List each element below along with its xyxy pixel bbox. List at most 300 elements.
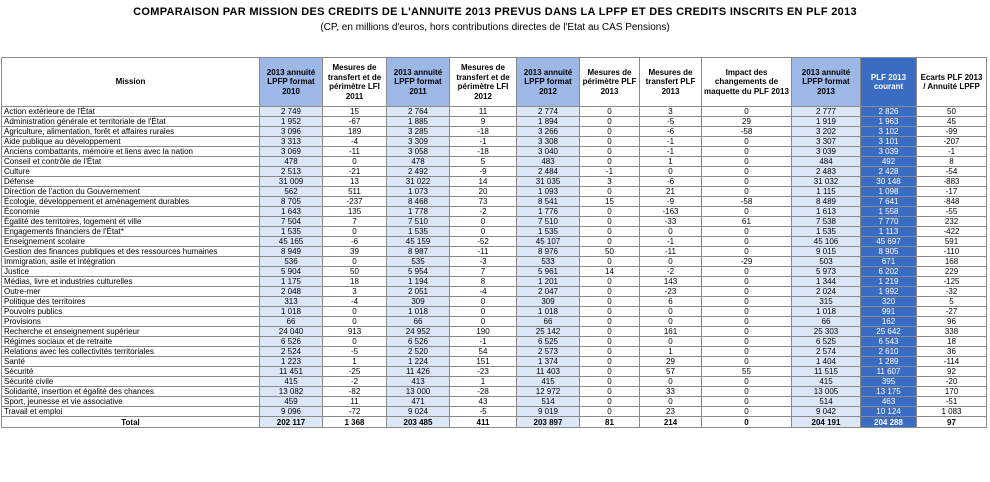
value-cell: 0 <box>702 227 792 237</box>
value-cell: 320 <box>861 297 917 307</box>
mission-cell: Travail et emploi <box>2 407 260 417</box>
value-cell: 0 <box>580 327 640 337</box>
value-cell: -125 <box>917 277 987 287</box>
table-row <box>2 117 987 127</box>
value-cell: -29 <box>702 257 792 267</box>
value-cell: 20 <box>450 187 517 197</box>
value-cell: 0 <box>580 207 640 217</box>
value-cell: 13 <box>323 177 387 187</box>
value-cell: 1 535 <box>260 227 323 237</box>
value-cell: 45 697 <box>861 237 917 247</box>
table-row <box>2 387 987 397</box>
value-cell: -207 <box>917 137 987 147</box>
value-cell: 45 165 <box>260 237 323 247</box>
value-cell: 3 039 <box>792 147 861 157</box>
value-cell: -18 <box>450 147 517 157</box>
value-cell: 1 083 <box>917 407 987 417</box>
value-cell: 11 403 <box>517 367 580 377</box>
value-cell: 3 101 <box>861 137 917 147</box>
value-cell: -4 <box>323 137 387 147</box>
mission-cell: Égalité des territoires, logement et ville <box>2 217 260 227</box>
value-cell: 143 <box>640 277 702 287</box>
mission-cell: Recherche et enseignement supérieur <box>2 327 260 337</box>
value-cell: 12 972 <box>517 387 580 397</box>
value-cell: -99 <box>917 127 987 137</box>
value-cell: 7 510 <box>387 217 450 227</box>
value-cell: 1 992 <box>861 287 917 297</box>
value-cell: 50 <box>917 107 987 117</box>
column-header: 2013 annuité LPFP format 2011 <box>387 58 450 107</box>
mission-cell: Aide publique au développement <box>2 137 260 147</box>
value-cell: 151 <box>450 357 517 367</box>
table-row <box>2 357 987 367</box>
value-cell: 2 777 <box>792 107 861 117</box>
value-cell: 1 219 <box>861 277 917 287</box>
value-cell: 0 <box>580 227 640 237</box>
value-cell: 1 643 <box>260 207 323 217</box>
table-row <box>2 247 987 257</box>
value-cell: -848 <box>917 197 987 207</box>
value-cell: -52 <box>450 237 517 247</box>
value-cell: 471 <box>387 397 450 407</box>
value-cell: 3 <box>323 287 387 297</box>
value-cell: 5 904 <box>260 267 323 277</box>
value-cell: 57 <box>640 367 702 377</box>
value-cell: -32 <box>917 287 987 297</box>
value-cell: -6 <box>323 237 387 247</box>
value-cell: 2 520 <box>387 347 450 357</box>
value-cell: -27 <box>917 307 987 317</box>
value-cell: 0 <box>580 277 640 287</box>
table-title: COMPARAISON PAR MISSION DES CREDITS DE L'ANNUITE 2013 PREVUS DANS LA LPFP ET DES CREDITS INSCRITS EN PLF 2013 <box>133 6 857 18</box>
value-cell: 3 307 <box>792 137 861 147</box>
value-cell: 6 525 <box>517 337 580 347</box>
table-row <box>2 147 987 157</box>
value-cell: 3 096 <box>260 127 323 137</box>
value-cell: -20 <box>917 377 987 387</box>
value-cell: 315 <box>792 297 861 307</box>
value-cell: 0 <box>450 217 517 227</box>
table-row <box>2 197 987 207</box>
mission-cell: Action extérieure de l'État <box>2 107 260 117</box>
value-cell: -23 <box>450 367 517 377</box>
table-row <box>2 277 987 287</box>
value-cell: 25 142 <box>517 327 580 337</box>
value-cell: -5 <box>323 347 387 357</box>
table-row <box>2 307 987 317</box>
value-cell: 7 510 <box>517 217 580 227</box>
value-cell: 0 <box>580 147 640 157</box>
value-cell: 8 <box>917 157 987 167</box>
value-cell: 18 <box>917 337 987 347</box>
column-header: Mesures de périmètre PLF 2013 <box>580 58 640 107</box>
value-cell: 45 159 <box>387 237 450 247</box>
value-cell: 991 <box>861 307 917 317</box>
value-cell: 6 543 <box>861 337 917 347</box>
value-cell: 0 <box>702 157 792 167</box>
value-cell: 13 000 <box>387 387 450 397</box>
value-cell: 9 019 <box>517 407 580 417</box>
mission-cell: Solidarité, insertion et égalité des chances <box>2 387 260 397</box>
value-cell: 0 <box>640 257 702 267</box>
value-cell: 2 048 <box>260 287 323 297</box>
value-cell: 24 040 <box>260 327 323 337</box>
value-cell: 0 <box>640 377 702 387</box>
table-subtitle: (CP, en millions d'euros, hors contributions directes de l'Etat au CAS Pensions) <box>320 22 670 33</box>
table-row <box>2 267 987 277</box>
value-cell: 6 526 <box>387 337 450 347</box>
value-cell: 2 610 <box>861 347 917 357</box>
value-cell: 591 <box>917 237 987 247</box>
value-cell: 0 <box>702 147 792 157</box>
value-cell: 3 040 <box>517 147 580 157</box>
value-cell: 7 504 <box>260 217 323 227</box>
value-cell: 162 <box>861 317 917 327</box>
value-cell: 13 005 <box>792 387 861 397</box>
value-cell: 309 <box>387 297 450 307</box>
table-row <box>2 237 987 247</box>
value-cell: 8 976 <box>517 247 580 257</box>
value-cell: 0 <box>702 167 792 177</box>
value-cell: 0 <box>702 297 792 307</box>
value-cell: 535 <box>387 257 450 267</box>
value-cell: 0 <box>323 307 387 317</box>
value-cell: 170 <box>917 387 987 397</box>
value-cell: -72 <box>323 407 387 417</box>
value-cell: -17 <box>917 187 987 197</box>
value-cell: -883 <box>917 177 987 187</box>
value-cell: 2 047 <box>517 287 580 297</box>
value-cell: 7 641 <box>861 197 917 207</box>
value-cell: 1 018 <box>387 307 450 317</box>
value-cell: 204 191 <box>792 417 861 428</box>
value-cell: -5 <box>450 407 517 417</box>
total-row <box>2 417 987 428</box>
mission-cell: Défense <box>2 177 260 187</box>
value-cell: 1 098 <box>861 187 917 197</box>
value-cell: 1 <box>323 357 387 367</box>
value-cell: 671 <box>861 257 917 267</box>
value-cell: -82 <box>323 387 387 397</box>
value-cell: 0 <box>580 137 640 147</box>
column-header: Mesures de transfert et de périmètre LFI 2011 <box>323 58 387 107</box>
value-cell: 1 115 <box>792 187 861 197</box>
value-cell: 1 093 <box>517 187 580 197</box>
value-cell: 1 374 <box>517 357 580 367</box>
value-cell: 1 558 <box>861 207 917 217</box>
value-cell: 478 <box>387 157 450 167</box>
value-cell: 9 042 <box>792 407 861 417</box>
mission-cell: Relations avec les collectivités territoriales <box>2 347 260 357</box>
value-cell: 3 308 <box>517 137 580 147</box>
value-cell: -9 <box>640 197 702 207</box>
value-cell: 3 202 <box>792 127 861 137</box>
value-cell: 0 <box>702 327 792 337</box>
value-cell: 2 764 <box>387 107 450 117</box>
value-cell: 29 <box>702 117 792 127</box>
table-row <box>2 187 987 197</box>
value-cell: 0 <box>580 387 640 397</box>
value-cell: 3 102 <box>861 127 917 137</box>
value-cell: 484 <box>792 157 861 167</box>
column-header: Mesures de transfert PLF 2013 <box>640 58 702 107</box>
value-cell: 9 015 <box>792 247 861 257</box>
value-cell: 313 <box>260 297 323 307</box>
value-cell: 8 949 <box>260 247 323 257</box>
value-cell: 1 224 <box>387 357 450 367</box>
value-cell: 8 489 <box>792 197 861 207</box>
value-cell: 0 <box>580 367 640 377</box>
value-cell: 483 <box>517 157 580 167</box>
value-cell: 43 <box>450 397 517 407</box>
value-cell: 1 018 <box>517 307 580 317</box>
table-row <box>2 327 987 337</box>
value-cell: 9 <box>450 117 517 127</box>
mission-cell: Provisions <box>2 317 260 327</box>
value-cell: -2 <box>640 267 702 277</box>
value-cell: -58 <box>702 127 792 137</box>
mission-cell: Pouvoirs publics <box>2 307 260 317</box>
mission-cell: Agriculture, alimentation, forêt et affaires rurales <box>2 127 260 137</box>
value-cell: 161 <box>640 327 702 337</box>
value-cell: -1 <box>917 147 987 157</box>
value-cell: 536 <box>260 257 323 267</box>
value-cell: 7 <box>450 267 517 277</box>
value-cell: 232 <box>917 217 987 227</box>
value-cell: 0 <box>580 217 640 227</box>
value-cell: 8 541 <box>517 197 580 207</box>
value-cell: 0 <box>702 347 792 357</box>
column-header: Mission <box>2 58 260 107</box>
mission-cell: Culture <box>2 167 260 177</box>
value-cell: 6 202 <box>861 267 917 277</box>
value-cell: -1 <box>450 337 517 347</box>
value-cell: 214 <box>640 417 702 428</box>
value-cell: -114 <box>917 357 987 367</box>
value-cell: 0 <box>323 337 387 347</box>
value-cell: 1 175 <box>260 277 323 287</box>
value-cell: -4 <box>450 287 517 297</box>
value-cell: 92 <box>917 367 987 377</box>
table-row <box>2 317 987 327</box>
value-cell: 10 124 <box>861 407 917 417</box>
value-cell: 66 <box>387 317 450 327</box>
value-cell: -25 <box>323 367 387 377</box>
value-cell: 0 <box>702 377 792 387</box>
value-cell: 14 <box>580 267 640 277</box>
table-row <box>2 137 987 147</box>
mission-cell: Politique des territoires <box>2 297 260 307</box>
table-row <box>2 227 987 237</box>
value-cell: 1 535 <box>387 227 450 237</box>
mission-cell: Sport, jeunesse et vie associative <box>2 397 260 407</box>
value-cell: 503 <box>792 257 861 267</box>
table-row <box>2 347 987 357</box>
value-cell: -55 <box>917 207 987 217</box>
value-cell: 0 <box>580 187 640 197</box>
column-header: 2013 annuité LPFP format 2013 <box>792 58 861 107</box>
value-cell: 0 <box>702 387 792 397</box>
value-cell: -110 <box>917 247 987 257</box>
value-cell: 0 <box>702 397 792 407</box>
value-cell: 1 885 <box>387 117 450 127</box>
value-cell: 533 <box>517 257 580 267</box>
value-cell: 23 <box>640 407 702 417</box>
value-cell: 11 <box>323 397 387 407</box>
mission-cell: Santé <box>2 357 260 367</box>
value-cell: 395 <box>861 377 917 387</box>
value-cell: 2 826 <box>861 107 917 117</box>
value-cell: 36 <box>917 347 987 357</box>
value-cell: 1 073 <box>387 187 450 197</box>
value-cell: 29 <box>640 357 702 367</box>
value-cell: 8 905 <box>861 247 917 257</box>
value-cell: 1 <box>640 157 702 167</box>
value-cell: 45 106 <box>792 237 861 247</box>
value-cell: 11 426 <box>387 367 450 377</box>
value-cell: 0 <box>580 357 640 367</box>
value-cell: 55 <box>702 367 792 377</box>
value-cell: -33 <box>640 217 702 227</box>
value-cell: 415 <box>260 377 323 387</box>
value-cell: 0 <box>702 307 792 317</box>
value-cell: 5 <box>450 157 517 167</box>
value-cell: 31 032 <box>792 177 861 187</box>
value-cell: 0 <box>580 107 640 117</box>
value-cell: -3 <box>450 257 517 267</box>
value-cell: 13 082 <box>260 387 323 397</box>
value-cell: 45 <box>917 117 987 127</box>
value-cell: 1 201 <box>517 277 580 287</box>
value-cell: 14 <box>450 177 517 187</box>
value-cell: 2 484 <box>517 167 580 177</box>
value-cell: 411 <box>450 417 517 428</box>
table-row <box>2 377 987 387</box>
value-cell: -11 <box>450 247 517 257</box>
value-cell: -11 <box>640 247 702 257</box>
mission-cell: Écologie, développement et aménagement durables <box>2 197 260 207</box>
value-cell: 3 309 <box>387 137 450 147</box>
value-cell: 2 428 <box>861 167 917 177</box>
column-header: 2013 annuité LPFP format 2010 <box>260 58 323 107</box>
value-cell: 2 574 <box>792 347 861 357</box>
value-cell: 0 <box>702 247 792 257</box>
value-cell: 1 223 <box>260 357 323 367</box>
mission-cell: Sécurité civile <box>2 377 260 387</box>
value-cell: -422 <box>917 227 987 237</box>
table-row <box>2 397 987 407</box>
mission-cell: Direction de l'action du Gouvernement <box>2 187 260 197</box>
header-row <box>2 58 987 107</box>
value-cell: -237 <box>323 197 387 207</box>
value-cell: 0 <box>323 157 387 167</box>
mission-cell: Outre-mer <box>2 287 260 297</box>
value-cell: 2 492 <box>387 167 450 177</box>
value-cell: -51 <box>917 397 987 407</box>
value-cell: 0 <box>580 117 640 127</box>
value-cell: 0 <box>702 207 792 217</box>
value-cell: 0 <box>580 337 640 347</box>
value-cell: 5 <box>917 297 987 307</box>
mission-cell: Administration générale et territoriale de l'État <box>2 117 260 127</box>
value-cell: 0 <box>450 227 517 237</box>
value-cell: 1 613 <box>792 207 861 217</box>
value-cell: 0 <box>702 137 792 147</box>
value-cell: -6 <box>640 127 702 137</box>
mission-cell: Enseignement scolaire <box>2 237 260 247</box>
value-cell: 96 <box>917 317 987 327</box>
value-cell: 0 <box>580 127 640 137</box>
value-cell: 135 <box>323 207 387 217</box>
value-cell: 913 <box>323 327 387 337</box>
value-cell: 1 535 <box>792 227 861 237</box>
value-cell: 0 <box>323 257 387 267</box>
table-row <box>2 257 987 267</box>
column-header: 2013 annuité LPFP format 2012 <box>517 58 580 107</box>
value-cell: 3 069 <box>260 147 323 157</box>
value-cell: -58 <box>702 197 792 207</box>
value-cell: 309 <box>517 297 580 307</box>
value-cell: -54 <box>917 167 987 177</box>
value-cell: -67 <box>323 117 387 127</box>
mission-cell: Gestion des finances publiques et des ressources humaines <box>2 247 260 257</box>
value-cell: 0 <box>580 307 640 317</box>
table-row <box>2 297 987 307</box>
value-cell: 459 <box>260 397 323 407</box>
value-cell: 0 <box>702 337 792 347</box>
value-cell: 5 961 <box>517 267 580 277</box>
column-header: Mesures de transfert et de périmètre LFI 2012 <box>450 58 517 107</box>
table-row <box>2 107 987 117</box>
value-cell: -11 <box>323 147 387 157</box>
value-cell: 66 <box>792 317 861 327</box>
value-cell: 66 <box>517 317 580 327</box>
value-cell: 66 <box>260 317 323 327</box>
value-cell: 3 <box>580 177 640 187</box>
value-cell: 1 018 <box>792 307 861 317</box>
value-cell: 8 468 <box>387 197 450 207</box>
value-cell: 7 770 <box>861 217 917 227</box>
mission-cell: Économie <box>2 207 260 217</box>
table-row <box>2 287 987 297</box>
table-row <box>2 407 987 417</box>
value-cell: 54 <box>450 347 517 357</box>
value-cell: -18 <box>450 127 517 137</box>
column-header: PLF 2013 courant <box>861 58 917 107</box>
table-row <box>2 337 987 347</box>
value-cell: 9 096 <box>260 407 323 417</box>
value-cell: 8 987 <box>387 247 450 257</box>
value-cell: 229 <box>917 267 987 277</box>
value-cell: 81 <box>580 417 640 428</box>
value-cell: 0 <box>640 337 702 347</box>
value-cell: -2 <box>323 377 387 387</box>
value-cell: 31 009 <box>260 177 323 187</box>
mission-cell: Sécurité <box>2 367 260 377</box>
value-cell: -1 <box>640 237 702 247</box>
value-cell: 514 <box>517 397 580 407</box>
value-cell: 8 705 <box>260 197 323 207</box>
value-cell: -2 <box>450 207 517 217</box>
value-cell: 2 483 <box>792 167 861 177</box>
value-cell: 0 <box>640 227 702 237</box>
value-cell: 0 <box>580 237 640 247</box>
value-cell: 1 <box>450 377 517 387</box>
mission-cell: Immigration, asile et intégration <box>2 257 260 267</box>
value-cell: 0 <box>702 237 792 247</box>
value-cell: 415 <box>517 377 580 387</box>
value-cell: 8 <box>450 277 517 287</box>
